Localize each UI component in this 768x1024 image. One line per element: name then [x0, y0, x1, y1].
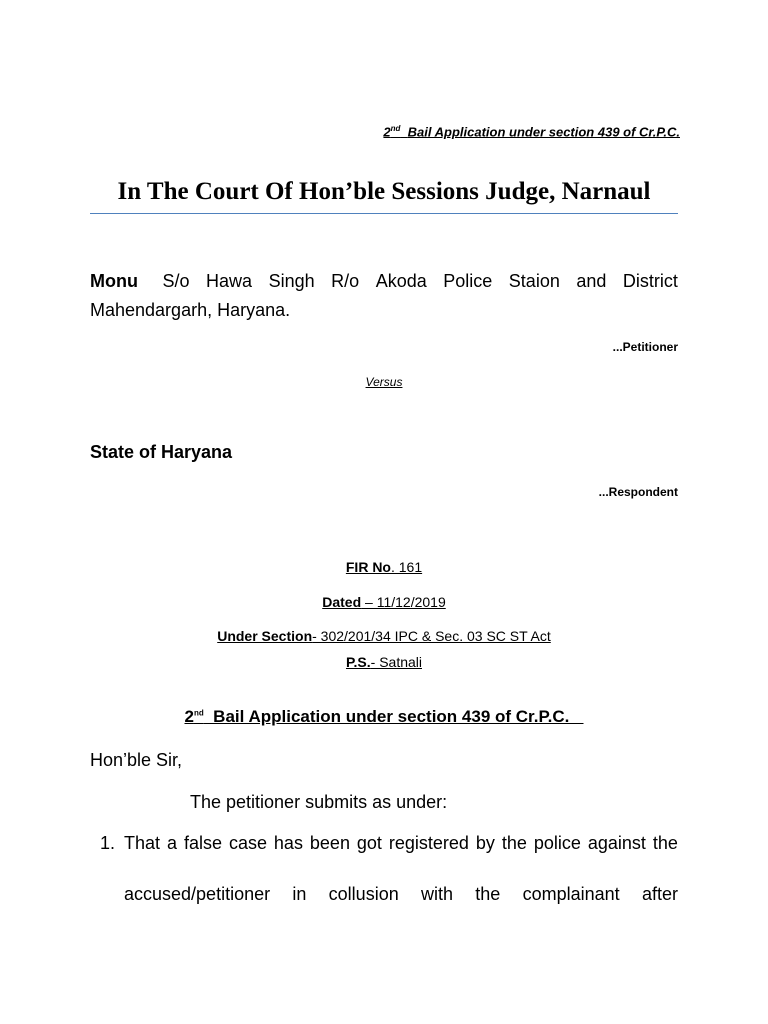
petitioner-word: S/o	[162, 271, 190, 291]
petitioner-word: Staion	[508, 271, 560, 291]
list-item-word: in	[292, 884, 307, 904]
list-item-word: by	[475, 833, 495, 853]
list-item-word: has	[273, 833, 303, 853]
court-title: In The Court Of Hon’ble Sessions Judge, Narnaul	[117, 178, 651, 205]
list-item-word: the	[652, 833, 678, 853]
petitioner-word: and	[576, 271, 607, 291]
salutation: Hon’ble Sir,	[90, 750, 183, 770]
list-item-word: complainant	[522, 884, 620, 904]
list-item-word: the	[475, 884, 501, 904]
list-item-word: false	[183, 833, 222, 853]
petitioner-word: Police	[443, 271, 493, 291]
petitioner-details	[90, 267, 678, 325]
fir-police-station: P.S.- Satnali	[345, 654, 422, 670]
respondent-role: ...Respondent	[598, 485, 678, 499]
petitioner-name: Monu	[90, 271, 138, 291]
list-item-word: collusion	[328, 884, 399, 904]
fir-section: Under Section- 302/201/34 IPC & Sec. 03 SC ST Act	[217, 628, 551, 644]
petitioner-line-1	[90, 267, 678, 296]
list-item-word: That	[124, 833, 161, 853]
fir-date: Dated – 11/12/2019	[322, 594, 446, 610]
list-item-word: the	[501, 833, 527, 853]
list-item-word: with	[421, 884, 454, 904]
list-item-word: against	[587, 833, 646, 853]
list-item-line-1	[124, 833, 678, 854]
list-item-word: police	[533, 833, 581, 853]
list-item-word: been	[309, 833, 350, 853]
petitioner-word: Akoda	[375, 271, 427, 291]
petitioner-line-2: Mahendargarh, Haryana.	[90, 300, 291, 320]
respondent-name: State of Haryana	[90, 442, 233, 462]
list-item-word: accused/petitioner	[124, 884, 271, 904]
list-item-word: after	[641, 884, 678, 904]
intro-paragraph: The petitioner submits as under:	[190, 792, 448, 812]
list-item-word: registered	[388, 833, 469, 853]
petitioner-word: Singh	[268, 271, 315, 291]
fir-number: FIR No. 161	[345, 559, 423, 575]
versus-label: Versus	[365, 375, 403, 389]
list-item-word: case	[228, 833, 267, 853]
title-rule	[90, 213, 678, 214]
list-item-number: 1.	[100, 833, 116, 853]
application-heading: 2nd Bail Application under section 439 of Cr.P.C.	[184, 707, 584, 726]
petitioner-role: ...Petitioner	[612, 340, 678, 354]
petitioner-word: R/o	[331, 271, 360, 291]
list-item-word: a	[166, 833, 177, 853]
top-heading: 2nd Bail Application under section 439 of Cr.P.C.	[383, 124, 680, 140]
petitioner-word: Hawa	[206, 271, 253, 291]
petitioner-word: District	[622, 271, 678, 291]
list-item-line-2	[124, 884, 678, 905]
list-item-word: got	[356, 833, 382, 853]
